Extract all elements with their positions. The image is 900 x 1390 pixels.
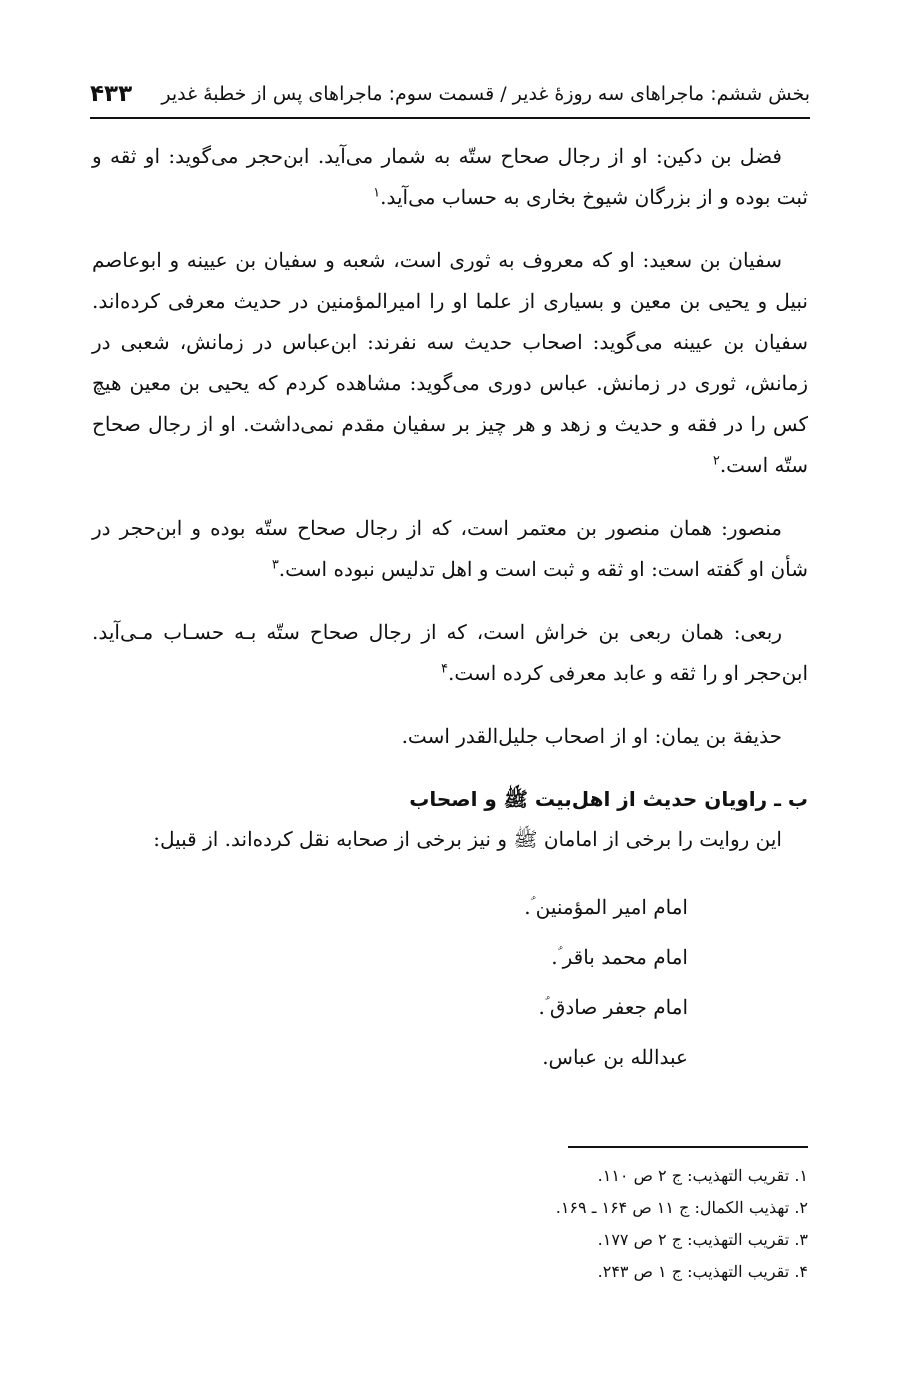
- note-ref[interactable]: ۲: [712, 453, 720, 469]
- list-item: امام امیر المؤمنین ؑ.: [524, 895, 688, 919]
- body-text: [92, 136, 808, 1082]
- note-ref[interactable]: ۳: [271, 557, 279, 573]
- note-ref[interactable]: ۴: [441, 661, 449, 677]
- note-ref[interactable]: ۱: [373, 185, 381, 201]
- paragraph-sufyan: سفیان بن سعید: او که معروف به ثوری است، شعبه و سفیان بن عیینه و ابوعاصم نبیل و یحیی بن معین و بسیاری از علما او را امیرالمؤمنین در حدیث معرفی کرده‌اند. سفیان بن عیینه می‌گوید: اصحاب حدیث سه نفرند: ابن‌عباس در زمانش، شعبی در زمانش، ثوری در زمانش. عباس دوری می‌گوید: مشاهده کردم که یحیی بن معین هیچ کس را در فقه و حدیث و زهد و هر چیز بر سفیان مقدم نمی‌داشت. او از رجال صحاح ستّه است.$^۲$: [92, 248, 808, 477]
- footnotes: [92, 1160, 808, 1288]
- running-title: بخش ششم: ماجراهای سه روزهٔ غدیر / قسمت سوم: ماجراهای پس از خطبهٔ غدیر: [161, 83, 810, 105]
- running-header: [90, 74, 810, 114]
- narrator-list: [92, 882, 688, 1082]
- paragraph-hudhayfa: حذیفة بن یمان: او از اصحاب جلیل‌القدر است.: [401, 724, 782, 748]
- paragraph-mansur: منصور: همان منصور بن معتمر است، که از رجال صحاح ستّه بوده و ابن‌حجر در شأن او گفته است: او ثقه و ثبت است و اهل تدلیس نبوده است.$^۳$: [92, 516, 808, 581]
- section-heading: ب ـ راویان حدیث از اهل‌بیت ﷺ و اصحاب: [409, 787, 808, 811]
- list-item: عبدالله بن عباس.: [542, 1045, 688, 1069]
- paragraph-ribi: ربعی: همان ربعی بن خراش است، که از رجال صحاح ستّه بـه حسـاب مـی‌آید. ابن‌حجر او را ثقه و عابد معرفی کرده است.$^۴$: [92, 620, 808, 685]
- list-item: امام محمد باقر ؑ.: [551, 945, 688, 969]
- header-rule: [90, 117, 810, 119]
- section-intro: این روایت را برخی از امامان ﷺ و نیز برخی از صحابه نقل کرده‌اند. از قبیل:: [153, 827, 782, 851]
- footnote: ۴. تقریب التهذیب: ج ۱ ص ۲۴۳.: [597, 1262, 808, 1281]
- footnote-rule: [568, 1146, 808, 1148]
- footnote: ۳. تقریب التهذیب: ج ۲ ص ۱۷۷.: [597, 1230, 808, 1249]
- list-item: امام جعفر صادق ؑ.: [538, 995, 688, 1019]
- page-number: ۴۳۳: [90, 81, 133, 107]
- footnote: ۱. تقریب التهذیب: ج ۲ ص ۱۱۰.: [597, 1166, 808, 1185]
- footnote: ۲. تهذیب الکمال: ج ۱۱ ص ۱۶۴ ـ ۱۶۹.: [555, 1198, 808, 1217]
- paragraph-fazl: فضل بن دکین: او از رجال صحاح ستّه به شمار می‌آید. ابن‌حجر می‌گوید: او ثقه و ثبت بوده و از بزرگان شیوخ بخاری به حساب می‌آید.$^۱$: [92, 144, 808, 209]
